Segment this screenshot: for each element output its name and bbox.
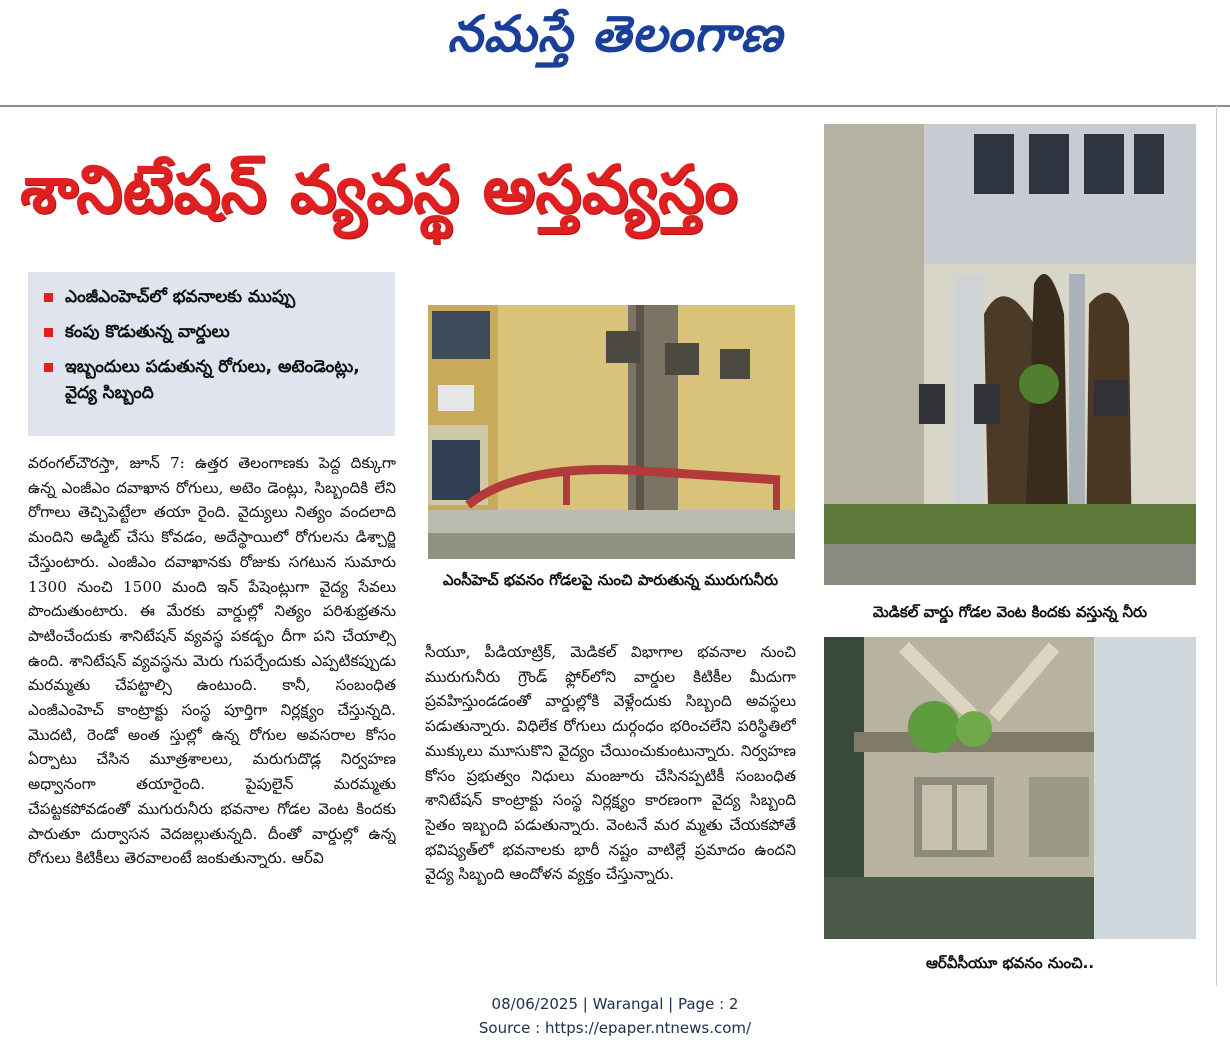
article-column-1: వరంగల్‌చౌరస్తా, జూన్ 7: ఉత్తర తెలంగాణకు పెద్ద దిక్కుగా ఉన్న ఎంజీఎం దవాఖాన రోగులు, అటెం డెంట్లు, సిబ్బందికి లేని రోగాలు తెచ్చిపెట్టేలా తయా రైంది. వైద్యులు నిత్యం వందలాది మందిని అడ్మిట్ చేసు కోవడం, అదేస్థాయిలో రోగులను డిశ్చార్జి చేస్తుంటారు. ఎంజీఎం దవాఖానకు రోజుకు సగటున సుమారు 1300 నుంచి 1500 మంది ఇన్ పేషెంట్లుగా వైద్య సేవలు పొందుతుంటారు. ఈ మేరకు వార్డుల్లో నిత్యం పరిశుభ్రతను పాటించేందుకు శానిటేషన్ వ్యవస్థ పకడ్బం దీగా పని చేయాల్సి ఉంది. శానిటేషన్ వ్యవస్థను మెరు గుపర్చేందుకు ఎప్పటికప్పుడు మరమ్మతు చేపట్టాల్సి ఉంటుంది. కానీ, సంబంధిత ఎంజీఎంహెచ్ కాంట్రాక్టు సంస్థ పూర్తిగా నిర్లక్ష్యం చేస్తున్నది. మొదటి, రెండో అంత స్తుల్లో ఉన్న రోగుల అవసరాల కోసం ఏర్పాటు చేసిన మూత్రశాలలు, మరుగుదొడ్ల నిర్వహణ అధ్వానంగా తయారైంది. పైపులైన్ మరమ్మతు చేపట్టకపోవడంతో ముగురునీరు భవనాల గోడల వెంట కిందకు పారుతూ దుర్వాసన వెదజల్లుతున్నది. దీంతో వార్డుల్లో ఉన్న రోగులు కిటికీలు తెరవాలంటే జంకుతున్నారు. ఆర్‌వి — [28, 454, 396, 868]
photo-medical-ward — [824, 124, 1196, 585]
highlight-item — [44, 354, 383, 406]
highlight-text: ఎంజీఎంహెచ్‌లో భవనాలకు ముప్పు — [65, 287, 296, 307]
newspaper-title: నమస్తే తెలంగాణ — [447, 4, 783, 63]
highlights-box — [28, 272, 395, 436]
footer-date-edition: 08/06/2025 | Warangal | Page : 2 — [491, 995, 739, 1013]
highlight-text: కంపు కొడుతున్న వార్డులు — [65, 322, 230, 342]
photo-rvcu-building — [824, 637, 1196, 939]
page-footer — [0, 992, 1230, 1042]
photo-caption-1: ఎంసీహెచ్ భవనం గోడలపై నుంచి పారుతున్న మురుగునీరు — [442, 571, 779, 589]
article-column-2: సీయూ, పీడియాట్రిక్, మెడికల్ విభాగాల భవనాల నుంచి మురుగునీరు గ్రౌండ్ ఫ్లోర్‌లోని వార్డుల కిటికీల మీదుగా ప్రవహిస్తుండడంతో వార్డుల్లోకి వెళ్లేందుకు సిబ్బంది అవస్థలు పడుతున్నారు. విధిలేక రోగులు దుర్గంధం భరించలేని పరిస్థితిలో ముక్కులు మూసుకొని వైద్యం చేయించుకుంటున్నారు. నిర్వహణ కోసం ప్రభుత్వం నిధులు మంజూరు చేసినప్పటికీ సంబంధిత శానిటేషన్ కాంట్రాక్టు సంస్థ నిర్లక్ష్యం కారణంగా వైద్య సిబ్బంది సైతం ఇబ్బంది పడుతున్నారు. వెంటనే మర మ్మతు చేయకపోతే భవిష్యత్‌లో భవనాలకు భారీ నష్టం వాటిల్లే ప్రమాదం ఉందని వైద్య సిబ్బంది ఆందోళన వ్యక్తం చేస్తున్నారు. — [425, 643, 796, 884]
article-headline: శానిటేషన్ వ్యవస్థ అస్తవ్యస్తం — [20, 151, 738, 228]
highlight-item — [44, 284, 383, 310]
photo-mch-building — [428, 305, 795, 559]
bullet-icon — [44, 293, 53, 302]
bullet-icon — [44, 328, 53, 337]
footer-source: Source : https://epaper.ntnews.com/ — [478, 1019, 752, 1037]
highlight-item — [44, 319, 383, 345]
bullet-icon — [44, 363, 53, 372]
masthead — [0, 0, 1230, 80]
photo-caption-3: ఆర్‌వీసీయూ భవనం నుంచి.. — [925, 954, 1095, 972]
photo-caption-2: మెడికల్ వార్డు గోడల వెంట కిందకు వస్తున్న నీరు — [872, 603, 1148, 621]
highlight-text: ఇబ్బందులు పడుతున్న రోగులు, అటెండెంట్లు, వైద్య సిబ్బంది — [65, 357, 360, 403]
masthead-divider — [0, 105, 1230, 107]
page-edge-line — [1216, 106, 1217, 986]
